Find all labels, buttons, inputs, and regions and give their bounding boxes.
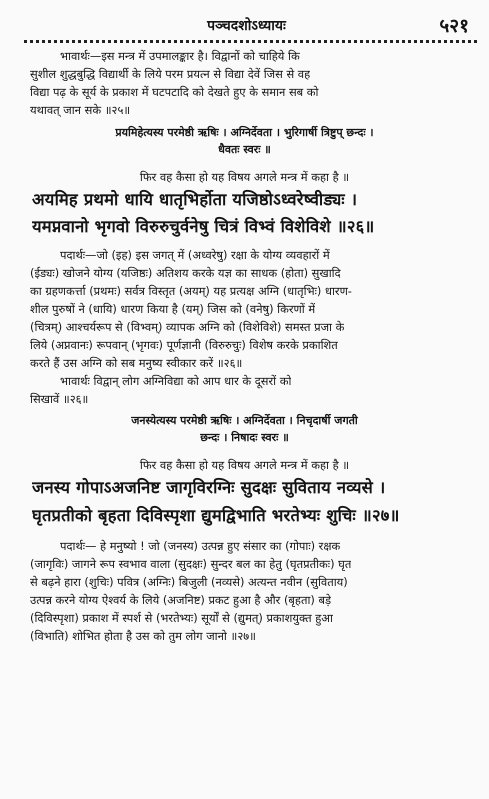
header-divider <box>24 40 477 43</box>
padartha-line: (चित्रम्) आश्चर्यरूप से (विभ्वम्) व्यापक अग्नि को (विशेविशे) समस्त प्रजा के <box>30 320 345 334</box>
bhavartha-line: विद्या पढ़ के सूर्य के प्रकाश में घटपटादि को देखते हुए के समान सब को <box>30 85 319 99</box>
padartha-line: से बढ़ने हारा (शुचिः) पवित्र (अग्निः) बिजुली (नव्यसे) अत्यन्त नवीन (सुविताय) <box>30 575 348 589</box>
padartha-line: का ग्रहणकर्त्ता (प्रथमः) सर्वत्र विस्तृत (अयम्) यह प्रत्यक्ष अग्नि (धातृभिः) धारण- <box>30 284 352 298</box>
rishi-devata-line: प्रयमिहेत्यस्य परमेष्ठी ऋषिः । अग्निर्देवता । भुरिगार्षी त्रिष्टुप् छन्दः । <box>115 126 374 139</box>
chapter-title: पञ्चदशोऽध्यायः <box>207 18 286 34</box>
padartha-line: पदार्थः— हे मनुष्यो ! जो (जनस्य) उत्पन्न हुए संसार का (गोपाः) रक्षक <box>60 539 341 553</box>
intro-line: फिर वह कैसा हो यह विषय अगले मन्त्र में कहा है ॥ <box>139 458 350 472</box>
bhavartha-line: यथावत् जान सके ॥२५॥ <box>30 103 131 117</box>
padartha-line: पदार्थः—जो (इह) इस जगत् में (अध्वरेषु) रक्षा के योग्य व्यवहारों में <box>60 248 330 262</box>
mantra-line: यमप्नवानो भृगवो विरुरुचुर्वनेषु चित्रं विभ्वं विशेविशे ॥२६॥ <box>32 217 375 236</box>
padartha-line: करते हैं उस अग्नि को सब मनुष्य स्वीकार करें ॥२६॥ <box>30 356 243 370</box>
mantra-line: अयमिह प्रथमो धायि धातृभिर्होता यजिष्ठोऽध्वरेष्वीड्यः । <box>32 190 358 209</box>
svara-line: धैवतः स्वरः ॥ <box>218 143 271 156</box>
page-header <box>18 8 475 38</box>
mantra-line: जनस्य गोपाऽअजनिष्ट जागृविरग्निः सुदक्षः सुविताय नव्यसे । <box>32 478 386 497</box>
intro-line: फिर वह कैसा हो यह विषय अगले मन्त्र में कहा है ॥ <box>139 170 350 184</box>
bhavartha-line: सुशील शुद्धबुद्धि विद्यार्थी के लिये परम प्रयत्न से विद्या देवें जिस से वह <box>30 67 311 81</box>
page-number: ५२१ <box>439 15 469 37</box>
padartha-line: (जागृविः) जागने रूप स्वभाव वाला (सुदक्षः) सुन्दर बल का हेतु (घृतप्रतीकः) घृत <box>30 557 352 571</box>
svara-line: छन्दः । निषादः स्वरः ॥ <box>200 431 289 444</box>
padartha-line: (दिविस्पृशा) प्रकाश में स्पर्श से (भरतेभ्यः) सूर्यों से (द्युमत्) प्रकाशयुक्त हुआ <box>30 611 333 625</box>
padartha-line: (विभाति) शोभित होता है उस को तुम लोग जानो ॥२७॥ <box>30 629 256 643</box>
padartha-line: लिये (अप्नवानः) रूपवान् (भृगवः) पूर्णज्ञानी (विरुरुचुः) विशेष करके प्रकाशित <box>30 338 338 352</box>
mantra-line: घृतप्रतीको बृहता दिविस्पृशा द्युमद्विभाति भरतेभ्यः शुचिः ॥२७॥ <box>32 506 400 525</box>
rishi-devata-line: जनस्येत्यस्य परमेष्ठी ऋषिः । अग्निर्देवता । निचृदार्षी जगती <box>131 414 358 427</box>
bhavartha-line: भावार्थः विद्वान् लोग अग्निविद्या को आप धार के दूसरों को <box>60 374 292 388</box>
padartha-line: (ईड्यः) खोजने योग्य (यजिष्ठः) अतिशय करके यज्ञ का साधक (होता) सुखादि <box>30 266 341 280</box>
bhavartha-line: भावार्थः—इस मन्त्र में उपमालङ्कार है। विद्वानों को चाहिये कि <box>60 49 300 63</box>
padartha-line: शील पुरुषों ने (धायि) धारण किया है (यम्) जिस को (वनेषु) किरणों में <box>30 302 316 316</box>
bhavartha-line: सिखावें ॥२६॥ <box>30 392 89 406</box>
padartha-line: उत्पन्न करने योग्य ऐश्वर्य के लिये (अजनिष्ट) प्रकट हुआ है और (बृहता) बड़े <box>30 593 332 607</box>
